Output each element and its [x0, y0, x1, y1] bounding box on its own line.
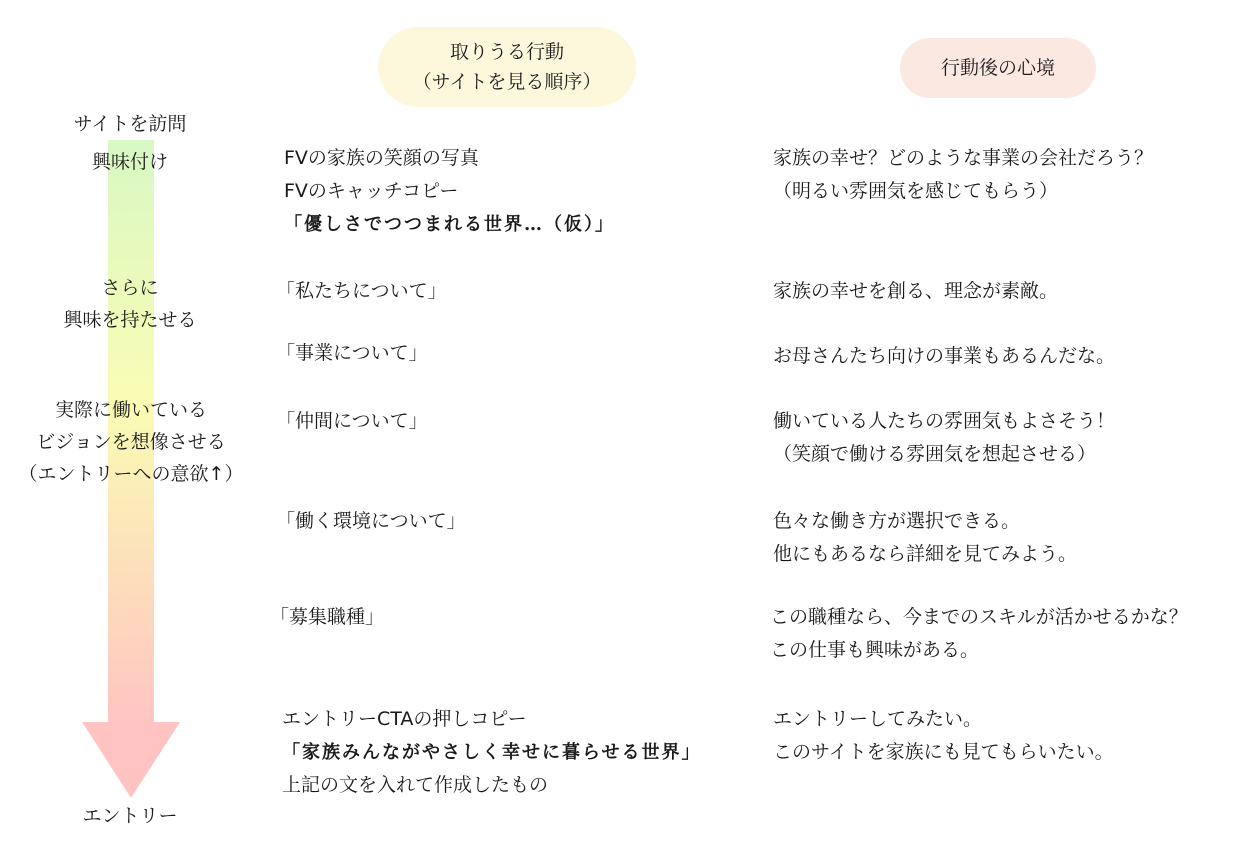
row-7-action-line2: 「家族みんながやさしく幸せに暮らせる世界」: [282, 742, 702, 763]
row-7-feeling-line1: エントリーしてみたい。: [773, 708, 983, 730]
stage-vision-line2: ビジョンを想像させる: [36, 431, 226, 453]
row-6-feeling: [770, 601, 1188, 667]
row-5-action: 「働く環境について」: [276, 510, 466, 532]
stage-entry: エントリー: [82, 805, 178, 827]
row-5-feeling: [773, 505, 1077, 571]
row-5-feeling-line2: 他にもあるなら詳細を見てみよう。: [773, 543, 1078, 565]
row-7-action-line3: 上記の文を入れて作成したもの: [282, 774, 549, 796]
row-4-feeling-line2: （笑顔で働ける雰囲気を想起させる）: [773, 443, 1097, 465]
row-7-action: [282, 703, 701, 802]
row-6-action: 「募集職種」: [270, 606, 385, 628]
row-5-feeling-line1: 色々な働き方が選択できる。: [773, 510, 1021, 532]
stage-vision: [0, 394, 262, 490]
stage-more-interest: [30, 272, 230, 336]
header-feeling-pill: [900, 38, 1096, 98]
stage-more-interest-line1: さらに: [101, 277, 159, 299]
row-2-feeling: 家族の幸せを創る、理念が素敵。: [773, 280, 1059, 302]
row-1-action-line1: FVの家族の笑顔の写真: [284, 147, 479, 169]
stage-visit: サイトを訪問: [73, 113, 187, 135]
row-3-action: 「事業について」: [276, 342, 428, 364]
row-6-feeling-line2: この仕事も興味がある。: [770, 639, 980, 661]
row-1-feeling-line2: （明るい雰囲気を感じてもらう）: [773, 180, 1059, 202]
row-2-action: 「私たちについて」: [276, 280, 447, 302]
stage-interest: 興味付け: [91, 151, 168, 173]
row-1-feeling: [773, 142, 1153, 208]
row-7-feeling-line2: このサイトを家族にも見てもらいたい。: [773, 741, 1114, 763]
stage-vision-line3: （エントリーへの意欲↑）: [18, 463, 244, 485]
header-action-pill: [378, 27, 636, 107]
row-7-action-line1: エントリーCTAの押しコピー: [282, 708, 527, 730]
row-4-feeling-line1: 働いている人たちの雰囲気もよさそう！: [773, 410, 1116, 432]
header-action-subtitle: （サイトを見る順序）: [412, 71, 602, 93]
row-3-feeling: お母さんたち向けの事業もあるんだな。: [773, 345, 1116, 367]
row-1-action-line2: FVのキャッチコピー: [284, 180, 459, 202]
row-7-feeling: [773, 703, 1114, 769]
row-1-action: [284, 142, 615, 241]
header-action-title: 取りうる行動: [449, 41, 564, 63]
arrow-head: [82, 722, 180, 798]
row-1-feeling-line1: 家族の幸せ？どのような事業の会社だろう？: [773, 147, 1154, 169]
row-4-action: 「仲間について」: [276, 410, 428, 432]
stage-vision-line1: 実際に働いている: [54, 399, 207, 421]
row-6-feeling-line1: この職種なら、今までのスキルが活かせるかな？: [770, 606, 1188, 628]
header-feeling-title: 行動後の心境: [940, 57, 1055, 79]
row-1-action-line3: 「優しさでつつまれる世界…（仮）」: [284, 214, 615, 235]
stage-more-interest-line2: 興味を持たせる: [63, 309, 197, 331]
row-4-feeling: [773, 405, 1115, 471]
